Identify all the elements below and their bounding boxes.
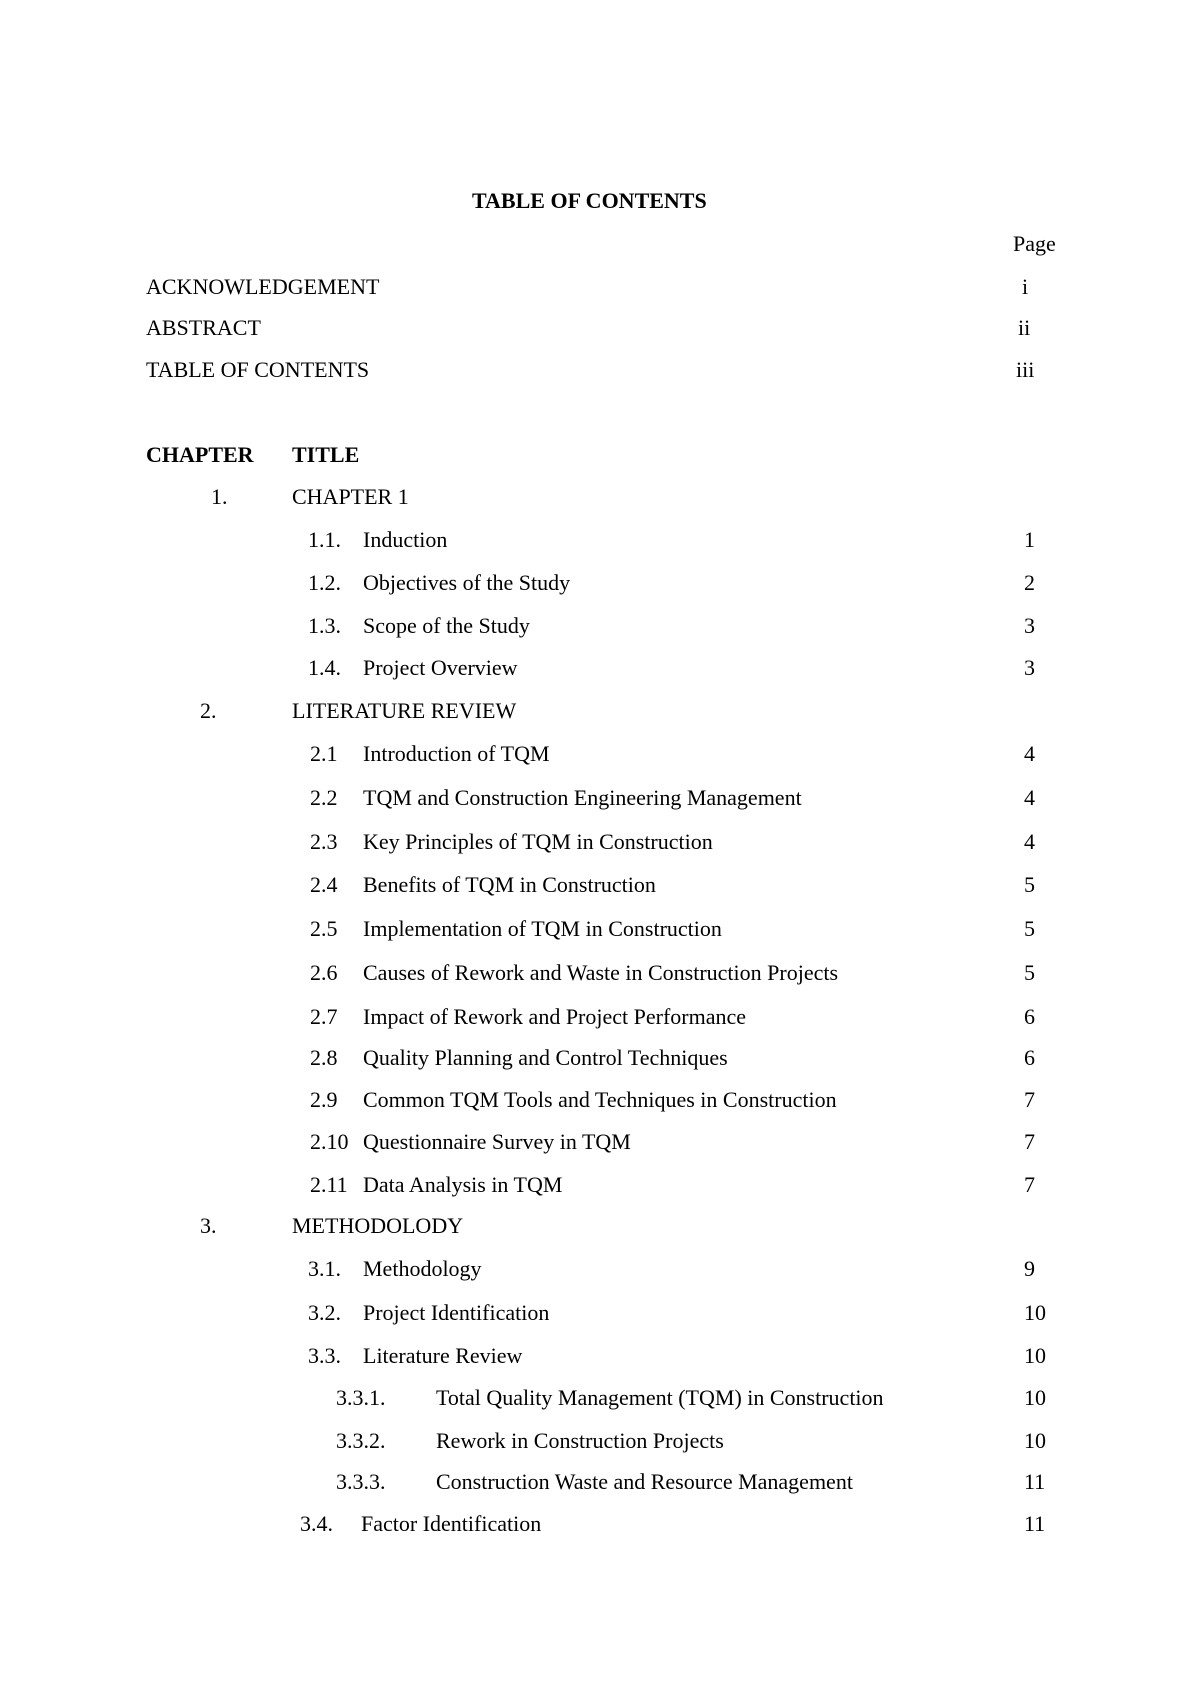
section-page: 3 — [1024, 613, 1035, 638]
chapter-number: 3. — [200, 1213, 217, 1238]
chapter-number: 1. — [211, 484, 228, 509]
section-number: 2.3 — [310, 829, 338, 854]
section-title[interactable]: Common TQM Tools and Techniques in Construction — [363, 1087, 837, 1112]
section-title[interactable]: Benefits of TQM in Construction — [363, 872, 656, 897]
section-page: 5 — [1024, 916, 1035, 941]
section-number: 2.6 — [310, 960, 338, 985]
section-number: 2.5 — [310, 916, 338, 941]
section-page: 4 — [1024, 741, 1035, 766]
column-heading-chapter: CHAPTER — [146, 442, 254, 467]
section-page: 10 — [1024, 1343, 1046, 1368]
section-title[interactable]: Objectives of the Study — [363, 570, 571, 595]
section-title[interactable]: Impact of Rework and Project Performance — [363, 1004, 747, 1029]
section-title[interactable]: Scope of the Study — [363, 613, 530, 638]
section-page: 7 — [1024, 1172, 1035, 1197]
section-number: 2.9 — [310, 1087, 338, 1112]
chapter-title[interactable]: LITERATURE REVIEW — [292, 698, 517, 723]
section-page: 4 — [1024, 829, 1035, 854]
section-title[interactable]: Factor Identification — [361, 1511, 542, 1536]
toc-front-acknowledgement-page: i — [1022, 274, 1029, 299]
toc-front-abstract-page: ii — [1018, 315, 1031, 340]
section-page: 9 — [1024, 1256, 1035, 1281]
section-page: 10 — [1024, 1300, 1046, 1325]
section-number: 3.4. — [300, 1511, 333, 1536]
subsection-number: 3.3.3. — [336, 1469, 386, 1494]
section-title[interactable]: Quality Planning and Control Techniques — [363, 1045, 728, 1070]
section-number: 1.1. — [308, 527, 341, 552]
section-number: 3.1. — [308, 1256, 341, 1281]
subsection-page: 10 — [1024, 1385, 1046, 1410]
subsection-number: 3.3.2. — [336, 1428, 386, 1453]
section-page: 7 — [1024, 1129, 1035, 1154]
section-page: 6 — [1024, 1045, 1035, 1070]
section-title[interactable]: Key Principles of TQM in Construction — [363, 829, 713, 854]
section-page: 7 — [1024, 1087, 1035, 1112]
subsection-title[interactable]: Rework in Construction Projects — [436, 1428, 724, 1453]
section-title[interactable]: Causes of Rework and Waste in Construction Projects — [363, 960, 839, 985]
section-title[interactable]: Introduction of TQM — [363, 741, 550, 766]
section-title[interactable]: Induction — [363, 527, 448, 552]
chapter-title[interactable]: METHODOLODY — [292, 1213, 464, 1238]
section-number: 3.2. — [308, 1300, 341, 1325]
section-number: 2.11 — [310, 1172, 348, 1197]
section-title[interactable]: Project Identification — [363, 1300, 550, 1325]
subsection-page: 11 — [1024, 1469, 1046, 1494]
section-page: 1 — [1024, 527, 1035, 552]
section-page: 11 — [1024, 1511, 1046, 1536]
toc-front-table-of-contents-page: iii — [1016, 357, 1035, 382]
section-title[interactable]: Methodology — [363, 1256, 482, 1281]
chapter-title[interactable]: CHAPTER 1 — [292, 484, 409, 509]
section-page: 2 — [1024, 570, 1035, 595]
section-number: 3.3. — [308, 1343, 341, 1368]
section-number: 2.8 — [310, 1045, 338, 1070]
subsection-title[interactable]: Total Quality Management (TQM) in Construction — [436, 1385, 884, 1410]
subsection-title[interactable]: Construction Waste and Resource Management — [436, 1469, 853, 1494]
section-number: 1.2. — [308, 570, 341, 595]
section-number: 2.10 — [310, 1129, 349, 1154]
section-title[interactable]: TQM and Construction Engineering Management — [363, 785, 802, 810]
section-title[interactable]: Questionnaire Survey in TQM — [363, 1129, 631, 1154]
section-page: 3 — [1024, 655, 1035, 680]
chapter-number: 2. — [200, 698, 217, 723]
section-number: 2.4 — [310, 872, 338, 897]
section-number: 2.1 — [310, 741, 338, 766]
section-number: 2.7 — [310, 1004, 338, 1029]
toc-front-abstract[interactable]: ABSTRACT — [146, 315, 261, 340]
section-page: 6 — [1024, 1004, 1035, 1029]
section-number: 1.4. — [308, 655, 341, 680]
section-page: 4 — [1024, 785, 1035, 810]
section-number: 2.2 — [310, 785, 338, 810]
column-heading-title: TITLE — [292, 442, 360, 467]
section-title[interactable]: Project Overview — [363, 655, 518, 680]
section-page: 5 — [1024, 872, 1035, 897]
subsection-page: 10 — [1024, 1428, 1046, 1453]
section-number: 1.3. — [308, 613, 341, 638]
subsection-number: 3.3.1. — [336, 1385, 386, 1410]
toc-front-acknowledgement[interactable]: ACKNOWLEDGEMENT — [146, 274, 380, 299]
section-title[interactable]: Literature Review — [363, 1343, 523, 1368]
page-column-header: Page — [1013, 231, 1056, 256]
section-title[interactable]: Implementation of TQM in Construction — [363, 916, 722, 941]
toc-front-table-of-contents[interactable]: TABLE OF CONTENTS — [146, 357, 370, 382]
page-title: TABLE OF CONTENTS — [472, 188, 707, 213]
section-page: 5 — [1024, 960, 1035, 985]
section-title[interactable]: Data Analysis in TQM — [363, 1172, 563, 1197]
